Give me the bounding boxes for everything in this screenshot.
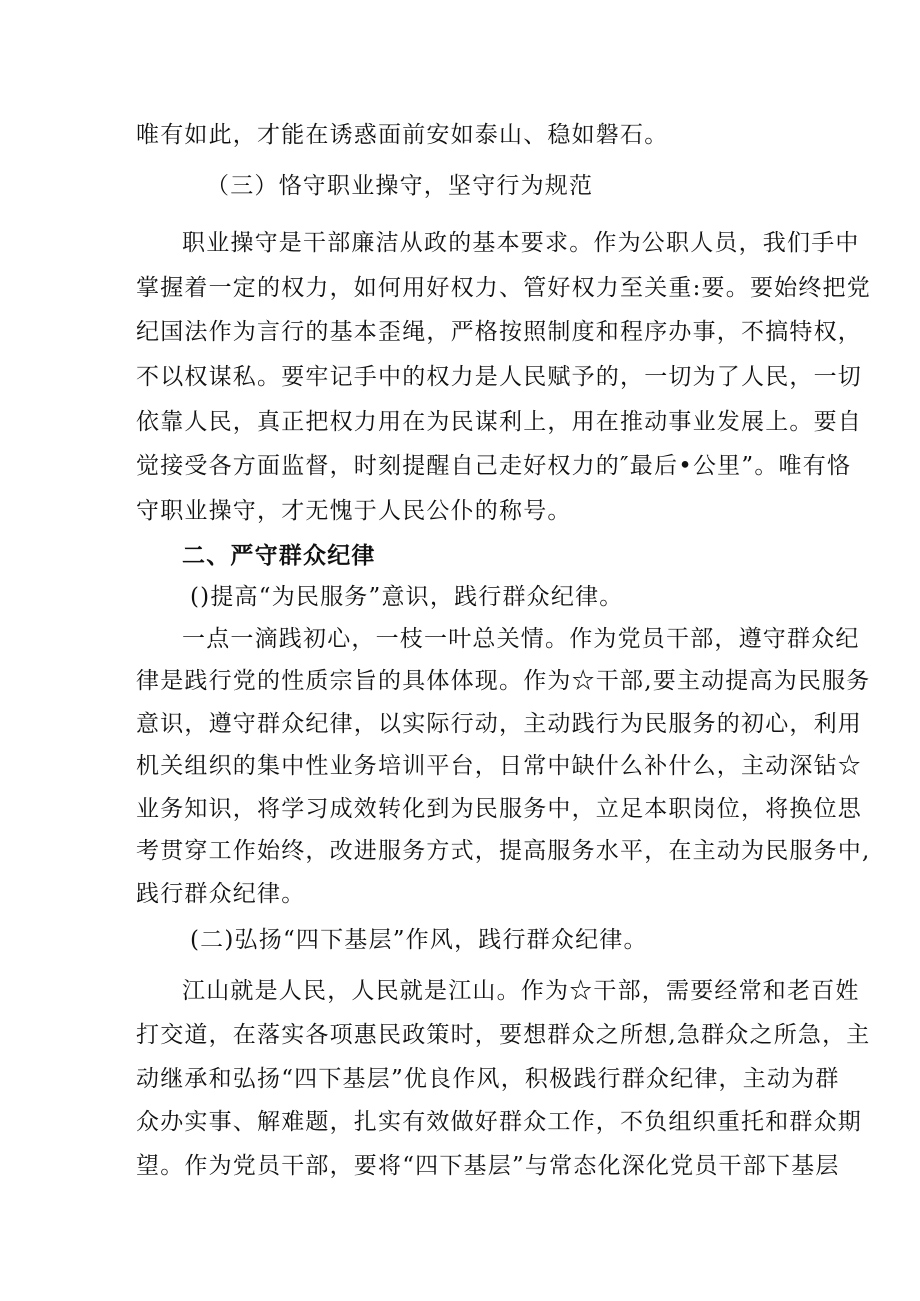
- paragraph-line: 觉接受各方面监督，时刻提醒自己走好权力的″最后•公里”。唯有恪: [136, 453, 852, 479]
- paragraph-line: 守职业操守，才无愧于人民公仆的称号。: [136, 498, 572, 524]
- paragraph-line: 职业操守是干部廉洁从政的基本要求。作为公职人员，我们手中: [182, 230, 860, 256]
- paragraph-line: 打交道，在落实各项惠民政策时，要想群众之所想,急群众之所急，主: [136, 1022, 871, 1048]
- paragraph-line: 考贯穿工作始终，改进服务方式，提高服务水平，在主动为民服务中,: [136, 838, 871, 864]
- paragraph-line: 律是践行党的性质宗旨的具体体现。作为☆干部,要主动提高为民服务: [136, 668, 871, 694]
- paragraph-line: 依靠人民，真正把权力用在为民谋利上，用在推动事业发展上。要自: [136, 409, 862, 435]
- paragraph-line: 践行群众纪律。: [136, 881, 306, 907]
- paragraph-line: 唯有如此，才能在诱惑面前安如泰山、稳如磐石。: [136, 122, 669, 148]
- paragraph-line: 众办实事、解难题，扎实有效做好群众工作，不负组织重托和群众期: [136, 1109, 862, 1135]
- paragraph-line: 动继承和弘扬“四下基层”优良作风，积极践行群众纪律，主动为群: [136, 1066, 840, 1092]
- paragraph-line: 江山就是人民，人民就是江山。作为☆干部，需要经常和老百姓: [182, 978, 860, 1004]
- chapter-heading: 二、严守群众纪律: [182, 542, 376, 569]
- paragraph-line: 机关组织的集中性业务培训平台，日常中缺什么补什么，主动深钻☆: [136, 753, 862, 779]
- paragraph-line: 掌握着一定的权力，如何用好权力、管好权力至关重:要。要始终把党: [136, 275, 871, 301]
- section-heading: （三）恪守职业操守，坚守行为规范: [206, 173, 594, 199]
- paragraph-line: 意识，遵守群众纪律，以实际行动，主动践行为民服务的初心，利用: [136, 711, 862, 737]
- paragraph-line: 业务知识，将学习成效转化到为民服务中，立足本职岗位，将换位思: [136, 796, 862, 822]
- paragraph-line: 不以权谋私。要牢记手中的权力是人民赋予的，一切为了人民，一切: [136, 364, 862, 390]
- section-heading: ()提高“为民服务”意识，践行群众纪律。: [190, 584, 624, 610]
- paragraph-line: 一点一滴践初心，一枝一叶总关情。作为党员干部，遵守群众纪: [182, 626, 860, 652]
- section-heading: (二)弘扬“四下基层”作风，践行群众纪律。: [190, 927, 648, 953]
- paragraph-line: 望。作为党员干部，要将“四下基层”与常态化深化党员干部下基层: [136, 1153, 840, 1179]
- paragraph-line: 纪国法作为言行的基本歪绳，严格按照制度和程序办事，不搞特权，: [136, 319, 862, 345]
